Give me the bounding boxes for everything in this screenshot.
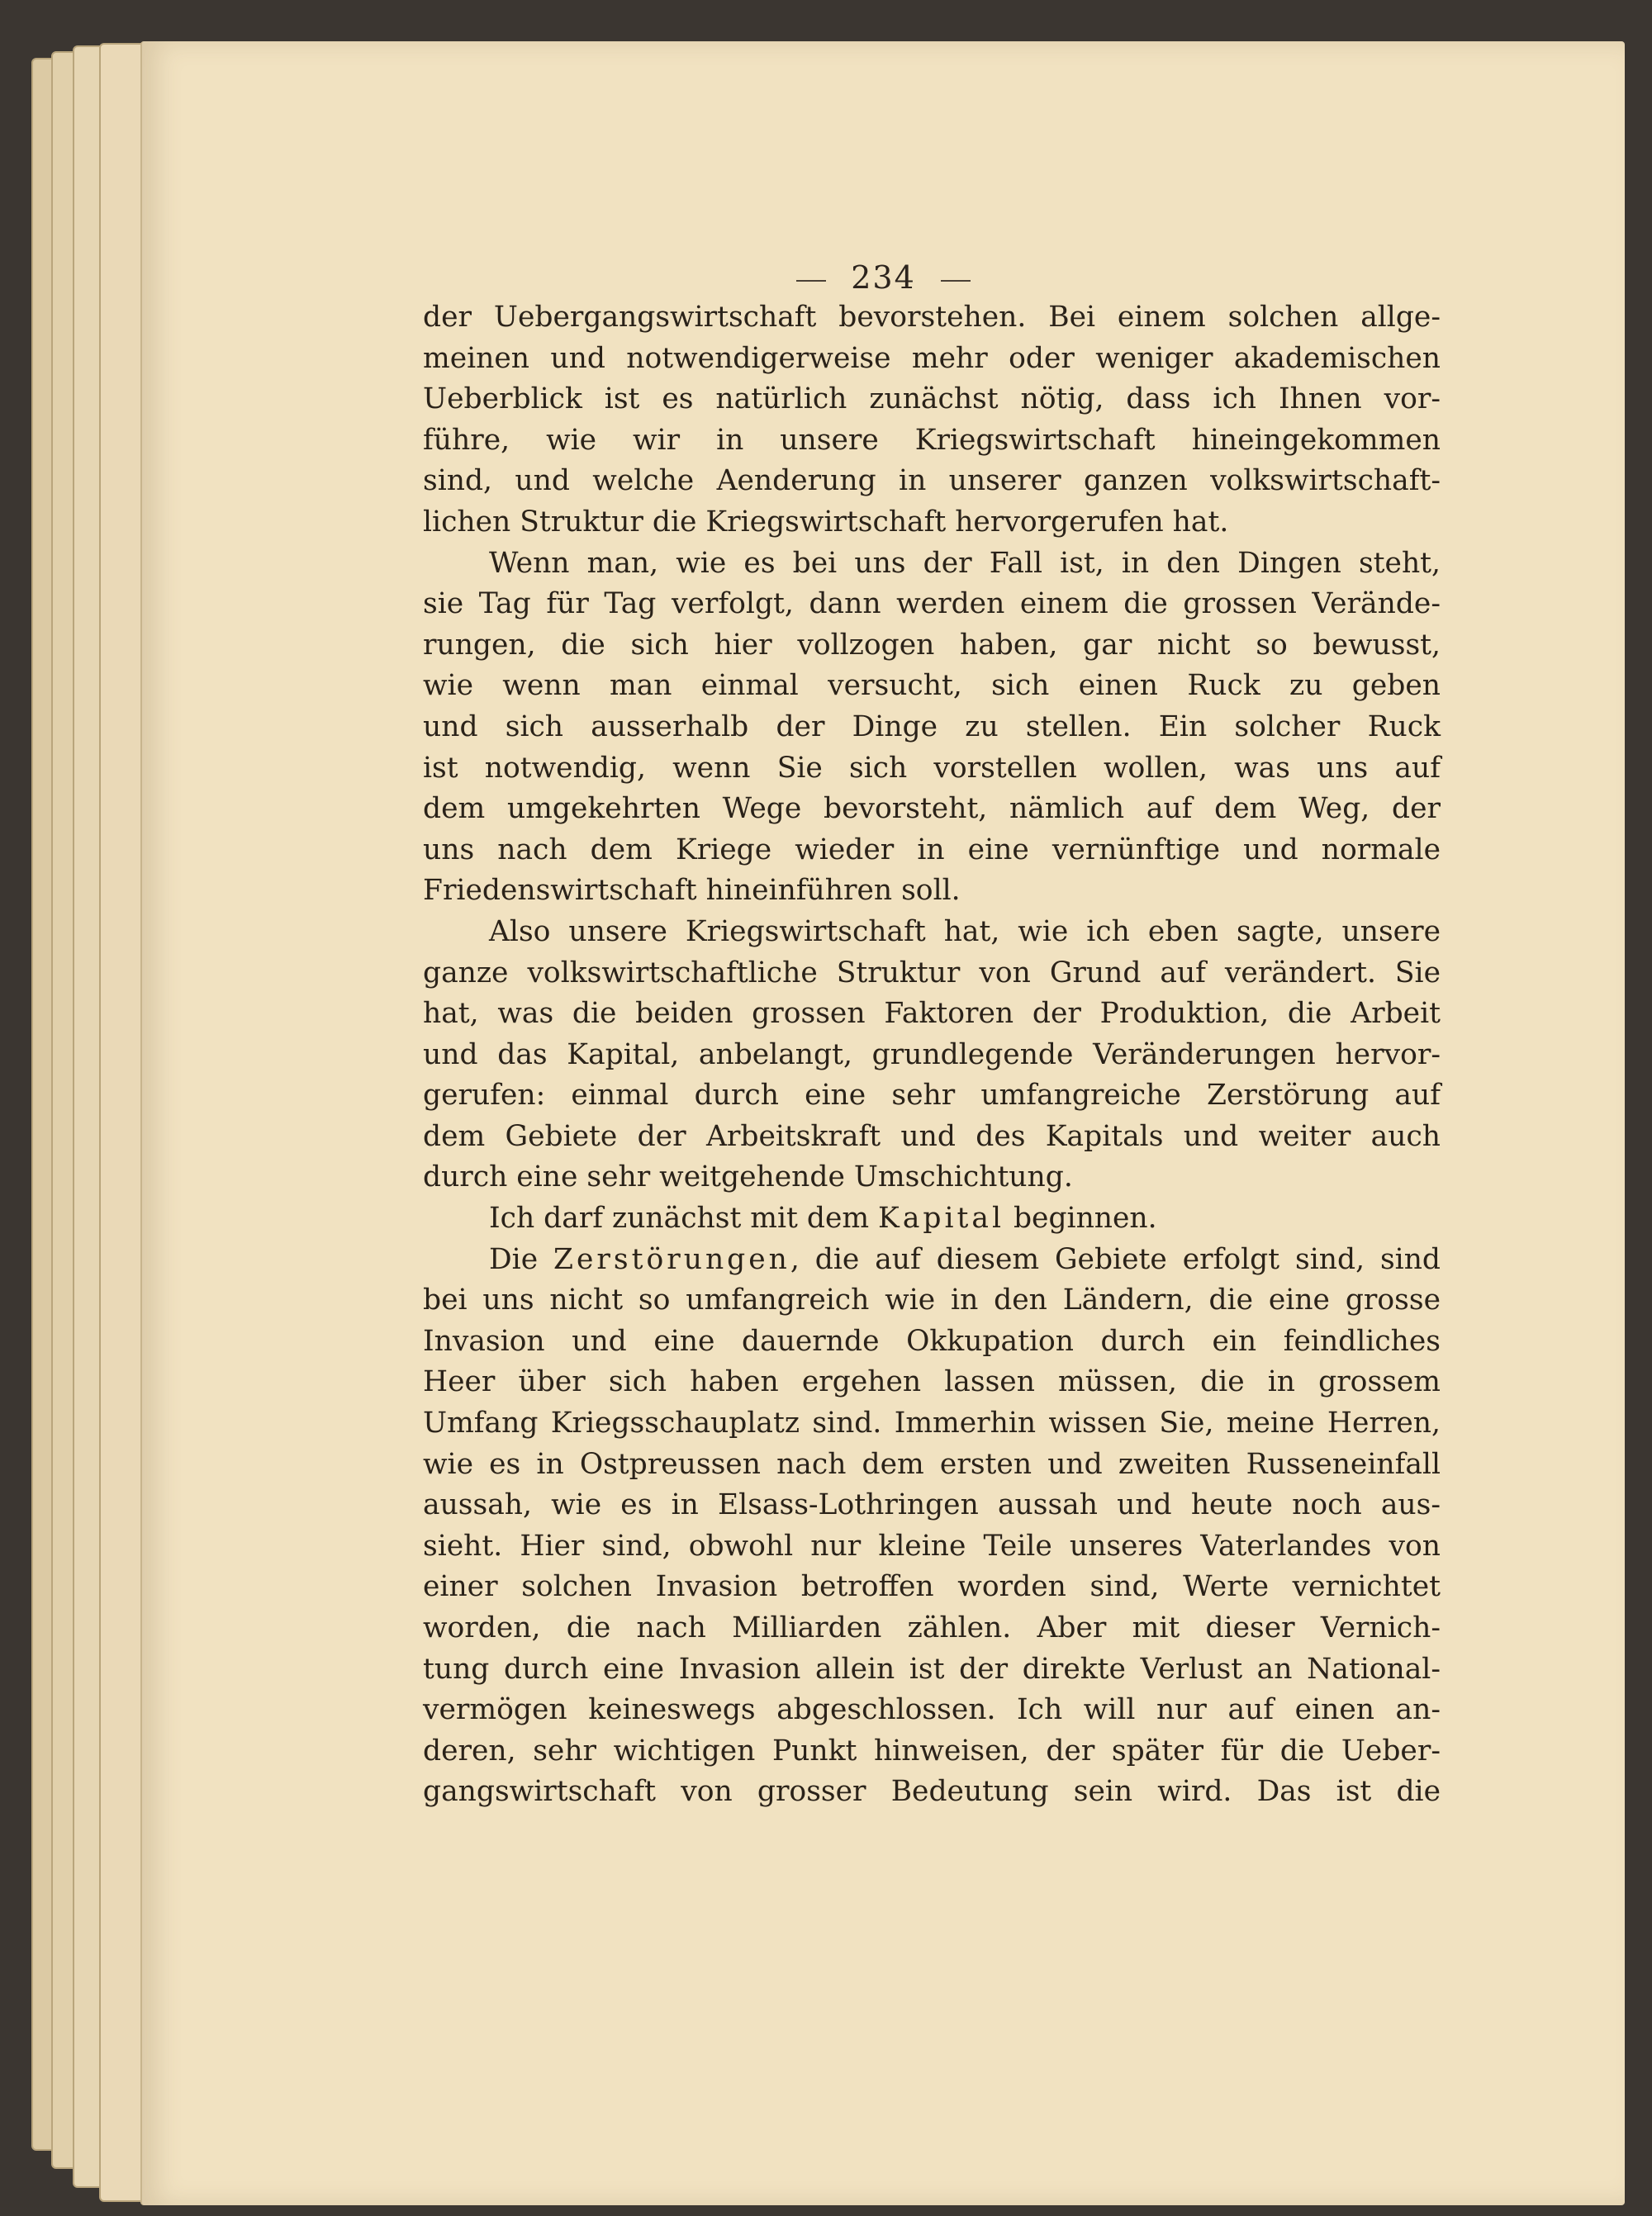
text-run: Die: [489, 1242, 554, 1276]
text-line: lichen Struktur die Kriegswirtschaft hervorgerufen hat.: [423, 505, 1229, 539]
text-line: sieht. Hier sind, obwohl nur kleine Teile unseres Vaterlandes von: [423, 1529, 1441, 1563]
text-line: meinen und notwendigerweise mehr oder weniger akademischen: [423, 341, 1441, 375]
text-line: wie es in Ostpreussen nach dem ersten und zweiten Russeneinfall: [423, 1447, 1441, 1481]
text-line: deren, sehr wichtigen Punkt hinweisen, der später für die Ueber-: [423, 1734, 1441, 1768]
text-line: vermögen keineswegs abgeschlossen. Ich will nur auf einen an-: [423, 1693, 1441, 1727]
text-line: und sich ausserhalb der Dinge zu stellen. Ein solcher Ruck: [423, 709, 1441, 743]
text-run: beginnen.: [1004, 1202, 1157, 1236]
text-line: sie Tag für Tag verfolgt, dann werden einem die grossen Verände-: [423, 587, 1441, 621]
text-line: und das Kapital, anbelangt, grundlegende Veränderungen hervor-: [423, 1037, 1441, 1071]
text-line: [423, 1198, 1441, 1240]
text-line: gerufen: einmal durch eine sehr umfangreiche Zerstörung auf: [423, 1079, 1441, 1113]
text-line: wie wenn man einmal versucht, sich einen Ruck zu geben: [423, 669, 1441, 703]
text-line: tung durch eine Invasion allein ist der direkte Verlust an National-: [423, 1652, 1441, 1686]
text-line: Also unsere Kriegswirtschaft hat, wie ich eben sagte, unsere: [489, 914, 1441, 948]
text-line: uns nach dem Kriege wieder in eine vernünftige und normale: [423, 833, 1441, 866]
text-line: worden, die nach Milliarden zählen. Aber mit dieser Vernich-: [423, 1611, 1441, 1644]
page-number: [142, 259, 1625, 296]
text-line: der Uebergangswirtschaft bevorstehen. Bei einem solchen allge-: [423, 301, 1441, 334]
text-line: dem umgekehrten Wege bevorsteht, nämlich auf dem Weg, der: [423, 792, 1441, 826]
text-line: bei uns nicht so umfangreich wie in den Ländern, die eine grosse: [423, 1284, 1441, 1317]
text-line: gangswirtschaft von grosser Bedeutung sein wird. Das ist die: [423, 1775, 1441, 1809]
text-line: hat, was die beiden grossen Faktoren der Produktion, die Arbeit: [423, 997, 1441, 1031]
text-line: führe, wie wir in unsere Kriegswirtschaft hineingekommen: [423, 423, 1441, 457]
text-line: Umfang Kriegsschauplatz sind. Immerhin wissen Sie, meine Herren,: [423, 1407, 1441, 1440]
text-line: [423, 1240, 1441, 1281]
text-line: ganze volkswirtschaftliche Struktur von Grund auf verändert. Sie: [423, 956, 1441, 989]
text-line: aussah, wie es in Elsass-Lothringen aussah und heute noch aus-: [423, 1488, 1441, 1522]
dash-left: [796, 280, 826, 282]
dash-right: [941, 280, 971, 282]
emphasis-zerstoerungen: Zerstörungen: [553, 1242, 790, 1276]
text-line: ist notwendig, wenn Sie sich vorstellen wollen, was uns auf: [423, 751, 1441, 785]
text-line: Wenn man, wie es bei uns der Fall ist, in den Dingen steht,: [489, 546, 1441, 580]
text-line: einer solchen Invasion betroffen worden sind, Werte vernichtet: [423, 1570, 1441, 1604]
text-run: Ich darf zunächst mit dem: [489, 1202, 879, 1236]
text-line: Ueberblick ist es natürlich zunächst nötig, dass ich Ihnen vor-: [423, 382, 1441, 416]
page-number-value: 234: [851, 259, 916, 296]
text-line: Friedenswirtschaft hineinführen soll.: [423, 874, 961, 908]
text-line: dem Gebiete der Arbeitskraft und des Kapitals und weiter auch: [423, 1119, 1441, 1153]
text-line: Invasion und eine dauernde Okkupation durch ein feindliches: [423, 1324, 1441, 1358]
text-line: sind, und welche Aenderung in unserer ganzen volkswirtschaft-: [423, 464, 1441, 498]
text-line: rungen, die sich hier vollzogen haben, gar nicht so bewusst,: [423, 628, 1441, 662]
text-line: durch eine sehr weitgehende Umschichtung.: [423, 1160, 1073, 1194]
body-text: [423, 297, 1441, 1813]
emphasis-kapital: Kapital: [878, 1202, 1004, 1236]
text-line: Heer über sich haben ergehen lassen müssen, die in grossem: [423, 1365, 1441, 1399]
text-run: , die auf diesem Gebiete erfolgt sind, sind: [790, 1242, 1441, 1276]
